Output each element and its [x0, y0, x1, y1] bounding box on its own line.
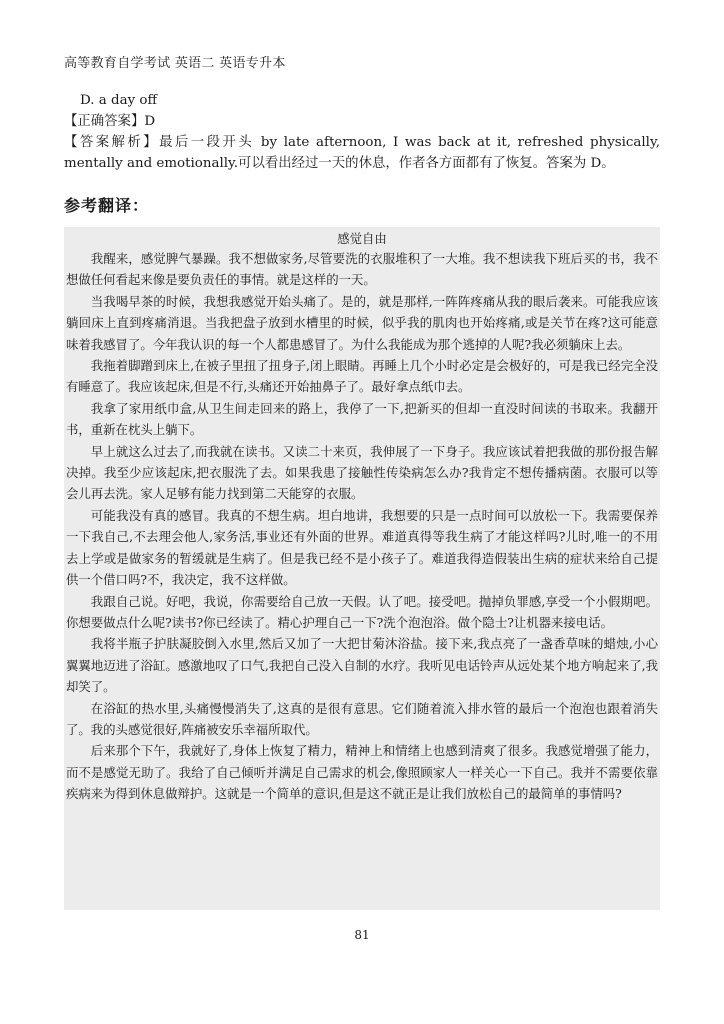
- translation-paragraph-5: 早上就这么过去了,而我就在读书。又读二十来页，我伸展了一下身子。我应该试着把我做的那份报告解决掉。我至少应该起床,把衣服洗了去。如果我患了接触性传染病怎么办?我肯定不想传播病菌。衣服可以等会儿再去洗。家人足够有能力找到第二天能穿的衣服。: [66, 443, 658, 502]
- translation-paragraph-10: 后来那个下午，我就好了,身体上恢复了精力，精神上和情绪上也感到清爽了很多。我感觉增强了能力，而不是感觉无助了。我给了自己倾听并满足自己需求的机会,像照顾家人一样关心一下自己。我并不需要依靠疾病来为得到休息做辩护。这就是一个简单的意识,但是这不就正是让我们放松自己的最简单的事情吗?: [66, 743, 658, 802]
- correct-answer-label: 【正确答案】: [64, 114, 145, 129]
- answer-option-d: D. a day off: [80, 93, 157, 108]
- translation-paragraph-4: 我拿了家用纸巾盒,从卫生间走回来的路上，我停了一下,把新买的但却一直没时间读的书取来。我翻开书，重新在枕头上躺下。: [66, 400, 658, 438]
- translation-paragraph-7: 我跟自己说。好吧，我说，你需要给自己放一天假。认了吧。接受吧。抛掉负罪感,享受一个小假期吧。你想要做点什么呢?读书?你已经读了。精心护理自己一下?洗个泡泡浴。做个隐士?让机器来接电话。: [66, 593, 658, 630]
- correct-answer-value: D: [144, 114, 156, 129]
- answer-explanation: [64, 132, 660, 174]
- translation-paragraph-2: 当我喝早茶的时候，我想我感觉开始头痛了。是的，就是那样,一阵阵疼痛从我的眼后袭来。可能我应该躺回床上直到疼痛消退。当我把盘子放到水槽里的时候，似乎我的肌肉也开始疼痛,或是关节在疼?这可能意味着我感冒了。今年我认识的每一个人都患感冒了。为什么我能成为那个逃掉的人呢?我必须躺床上去。: [66, 293, 658, 352]
- translation-paragraph-6: 可能我没有真的感冒。我真的不想生病。坦白地讲，我想要的只是一点时间可以放松一下。我需要保养一下我自己,不去理会他人,家务活,事业还有外面的世界。难道真得等我生病了才能这样吗?儿时,唯一的不用去上学或是做家务的暂缓就是生病了。但是我已经不是小孩子了。难道我得造假装出生病的症状来给自己提供一个借口吗?不，我决定，我不这样做。: [66, 507, 658, 588]
- page-header: 高等教育自学考试 英语二 英语专升本: [64, 56, 286, 71]
- translation-paragraph-3: 我拖着脚蹭到床上,在被子里扭了扭身子,闭上眼睛。再睡上几个小时必定是会极好的，可是我已经完全没有睡意了。我应该起床,但是不行,头痛还开始抽鼻子了。最好拿点纸巾去。: [66, 358, 658, 395]
- section-title: 参考翻译：: [64, 196, 150, 215]
- correct-answer: [64, 111, 660, 132]
- translation-paragraph-8: 我将半瓶子护肤凝胶倒入水里,然后又加了一大把甘菊沐浴盐。接下来,我点亮了一盏香草味的蜡烛,小心翼翼地迈进了浴缸。感激地叹了口气,我把自己没入自制的水疗。我听见电话铃声从远处某个地方响起来了,我却笑了。: [66, 636, 658, 695]
- translation-box: [64, 227, 660, 910]
- answer-block: [64, 90, 660, 174]
- answer-explanation-label: 【答案解析】: [64, 135, 160, 150]
- translation-title: 感觉自由: [337, 231, 387, 246]
- answer-explanation-text: 最后一段开头 by late afternoon, I was back at it, refreshed physically, mentally and emotionally.可以看出经过一天的休息，作者各方面都有了恢复。答案为 D。: [64, 135, 661, 171]
- translation-paragraph-1: 我醒来，感觉脾气暴躁。我不想做家务,尽管要洗的衣服堆积了一大堆。我不想读我下班后买的书，我不想做任何看起来像是要负责任的事情。就是这样的一天。: [66, 251, 658, 288]
- page-number: 81: [354, 928, 370, 942]
- translation-paragraph-9: 在浴缸的热水里,头痛慢慢消失了,这真的是很有意思。它们随着流入排水管的最后一个泡泡也跟着消失了。我的头感觉很好,阵痛被安乐幸福所取代。: [66, 700, 658, 737]
